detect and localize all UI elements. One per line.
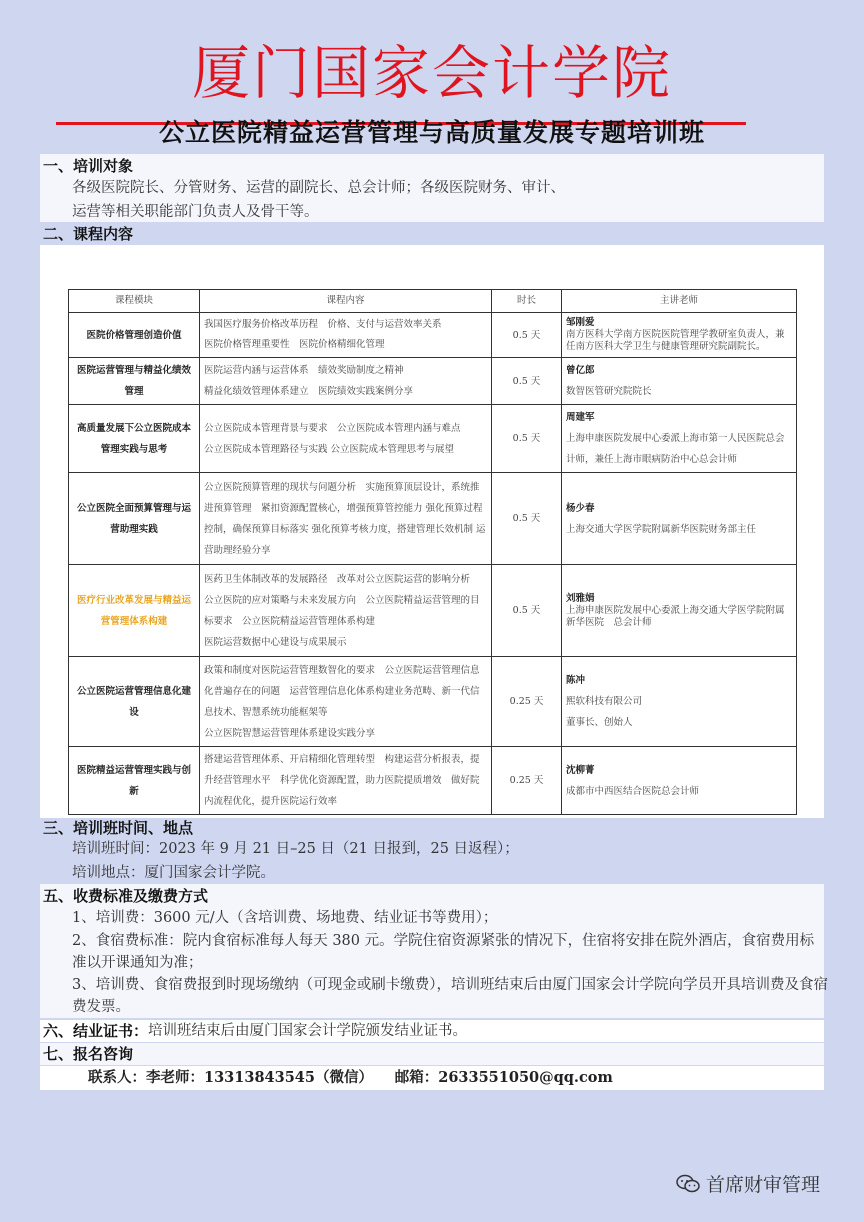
- content-line: 医院运营数据中心建设与成果展示: [204, 636, 347, 648]
- teacher-name: 周建军: [566, 412, 595, 423]
- content-line: 医院运营内涵与运营体系 绩效奖励制度之精神: [204, 365, 404, 376]
- certificate-text: 培训班结束后由厦门国家会计学院颁发结业证书。: [148, 1023, 467, 1039]
- table-row: [69, 657, 797, 747]
- content-line: 公立医院的应对策略与未来发展方向 公立医院精益运营管理的目标要求 公立医院精益运营管理体系构建: [204, 594, 480, 627]
- training-time: 培训班时间：2023 年 9 月 21 日–25 日（21 日报到，25 日返程）；: [72, 841, 519, 857]
- content-line: 精益化绩效管理体系建立 医院绩效实践案例分享: [204, 386, 414, 397]
- section-3-heading: 三、培训班时间、地点: [43, 819, 194, 837]
- teacher-name: 杨少春: [566, 502, 595, 514]
- fee-item-3: 3、培训费、食宿费报到时现场缴纳（可现金或刷卡缴费），培训班结束后由厦门国家会计学院向学员开具培训费及食宿费发票。: [72, 977, 828, 1015]
- table-row: [69, 565, 797, 657]
- table-row: [69, 747, 797, 815]
- module-cell: 医院价格管理创造价值: [69, 313, 200, 358]
- fee-item-2: 2、食宿费标准：院内食宿标准每人每天 380 元。学院住宿资源紧张的情况下，住宿将安排在院外酒店，食宿费用标准以开课通知为准；: [72, 933, 815, 971]
- teacher-desc: 南方医科大学南方医院医院管理学教研室负责人，兼任南方医科大学卫生与健康管理研究院副院长。: [566, 329, 785, 352]
- teacher-cell: [562, 657, 797, 747]
- teacher-cell: [562, 473, 797, 565]
- module-cell: 医疗行业改革发展与精益运营管理体系构建: [69, 565, 200, 657]
- teacher-name: 曾亿郎: [566, 365, 595, 376]
- training-place: 培训地点：厦门国家会计学院。: [72, 865, 275, 881]
- section-6-heading: 六、结业证书：: [43, 1022, 149, 1040]
- content-line: 公立医院预算管理的现状与问题分析 实施预算顶层设计，系统推进预算管理 紧扣资源配置核心，增强预算管控能力 强化预算过程控制，确保预算目标落实 强化预算考核力度，搭建管理长效机制 运营助理经验分享: [204, 481, 486, 556]
- course-table: [68, 289, 797, 815]
- section-1-line2: 运营等相关职能部门负责人及骨干等。: [72, 204, 319, 220]
- module-cell: 公立医院运营管理信息化建设: [69, 657, 200, 747]
- duration-cell: 0.5 天: [492, 358, 562, 405]
- content-cell: [200, 313, 492, 358]
- teacher-desc: 上海申康医院发展中心委派上海市第一人民医院总会计师，兼任上海市眼病防治中心总会计师: [566, 433, 785, 465]
- module-cell: 公立医院全面预算管理与运营助理实践: [69, 473, 200, 565]
- content-line: 公立医院成本管理背景与要求 公立医院成本管理内涵与难点: [204, 422, 461, 434]
- contact-info: 联系人：李老师：13313843545（微信） 邮箱：2633551050@qq.com: [88, 1069, 613, 1086]
- content-line: 政策和制度对医院运营管理数智化的要求 公立医院运营管理信息化普遍存在的问题 运营管理信息化体系构建业务范畴、新一代信息技术、智慧系统功能框架等: [204, 664, 480, 718]
- section-7-heading: 七、报名咨询: [43, 1045, 134, 1063]
- section-7-band: [40, 1043, 824, 1065]
- duration-cell: 0.25 天: [492, 657, 562, 747]
- section-2-heading: 二、课程内容: [43, 225, 134, 243]
- section-5-heading: 五、收费标准及缴费方式: [43, 887, 209, 905]
- duration-cell: 0.25 天: [492, 747, 562, 815]
- table-row: [69, 358, 797, 405]
- watermark: [676, 1170, 820, 1197]
- teacher-cell: [562, 565, 797, 657]
- header-teacher: 主讲老师: [562, 290, 797, 313]
- teacher-cell: [562, 313, 797, 358]
- header-module: 课程模块: [69, 290, 200, 313]
- module-cell: 医院精益运营管理实践与创新: [69, 747, 200, 815]
- teacher-desc: 数智医管研究院院长: [566, 386, 652, 397]
- teacher-cell: [562, 358, 797, 405]
- teacher-desc: 上海交通大学医学院附属新华医院财务部主任: [566, 523, 757, 535]
- content-line: 医院价格管理重要性 医院价格精细化管理: [204, 339, 385, 350]
- fee-item-1: 1、培训费：3600 元/人（含培训费、场地费、结业证书等费用）；: [72, 910, 498, 926]
- table-header-row: [69, 290, 797, 313]
- teacher-role: 董事长、创始人: [566, 717, 633, 728]
- duration-cell: 0.5 天: [492, 313, 562, 358]
- table-row: [69, 313, 797, 358]
- teacher-cell: [562, 747, 797, 815]
- content-cell: [200, 473, 492, 565]
- duration-cell: 0.5 天: [492, 565, 562, 657]
- teacher-name: 陈冲: [566, 675, 586, 686]
- content-line: 公立医院成本管理路径与实践 公立医院成本管理思考与展望: [204, 443, 455, 455]
- content-cell: [200, 657, 492, 747]
- module-cell: 高质量发展下公立医院成本管理实践与思考: [69, 405, 200, 473]
- teacher-name: 邹刚爱: [566, 317, 595, 328]
- header-duration: 时长: [492, 290, 562, 313]
- teacher-name: 刘雅娟: [566, 592, 595, 604]
- content-cell: [200, 565, 492, 657]
- header-content: 课程内容: [200, 290, 492, 313]
- table-row: [69, 405, 797, 473]
- content-line: 公立医院智慧运营管理体系建设实践分享: [204, 727, 376, 739]
- content-line: 医药卫生体制改革的发展路径 改革对公立医院运营的影响分析: [204, 573, 471, 585]
- section-1-line1: 各级医院院长、分管财务、运营的副院长、总会计师；各级医院财务、审计、: [72, 180, 565, 196]
- teacher-desc: 上海申康医院发展中心委派上海交通大学医学院附属新华医院 总会计师: [566, 604, 785, 628]
- teacher-name: 沈柳菁: [566, 764, 595, 776]
- content-cell: [200, 358, 492, 405]
- content-line: 我国医疗服务价格改革历程 价格、支付与运营效率关系: [204, 319, 442, 330]
- table-row: [69, 473, 797, 565]
- section-1-heading: 一、培训对象: [43, 157, 134, 175]
- content-cell: [200, 405, 492, 473]
- teacher-desc: 成都市中西医结合医院总会计师: [566, 785, 700, 797]
- course-title: 公立医院精益运营管理与高质量发展专题培训班: [158, 118, 705, 147]
- module-cell: 医院运营管理与精益化绩效管理: [69, 358, 200, 405]
- wechat-icon: [676, 1174, 700, 1194]
- duration-cell: 0.5 天: [492, 473, 562, 565]
- content-cell: [200, 747, 492, 815]
- watermark-label: 首席财审管理: [706, 1174, 821, 1196]
- content-line: 搭建运营管理体系、开启精细化管理转型 构建运营分析报表，提升经营管理水平 科学优化资源配置，助力医院提质增效 做好院内流程优化，提升医院运行效率: [204, 754, 480, 807]
- teacher-desc: 熙软科技有限公司: [566, 696, 643, 707]
- duration-cell: 0.5 天: [492, 405, 562, 473]
- institute-title: 厦门国家会计学院: [191, 39, 672, 107]
- teacher-cell: [562, 405, 797, 473]
